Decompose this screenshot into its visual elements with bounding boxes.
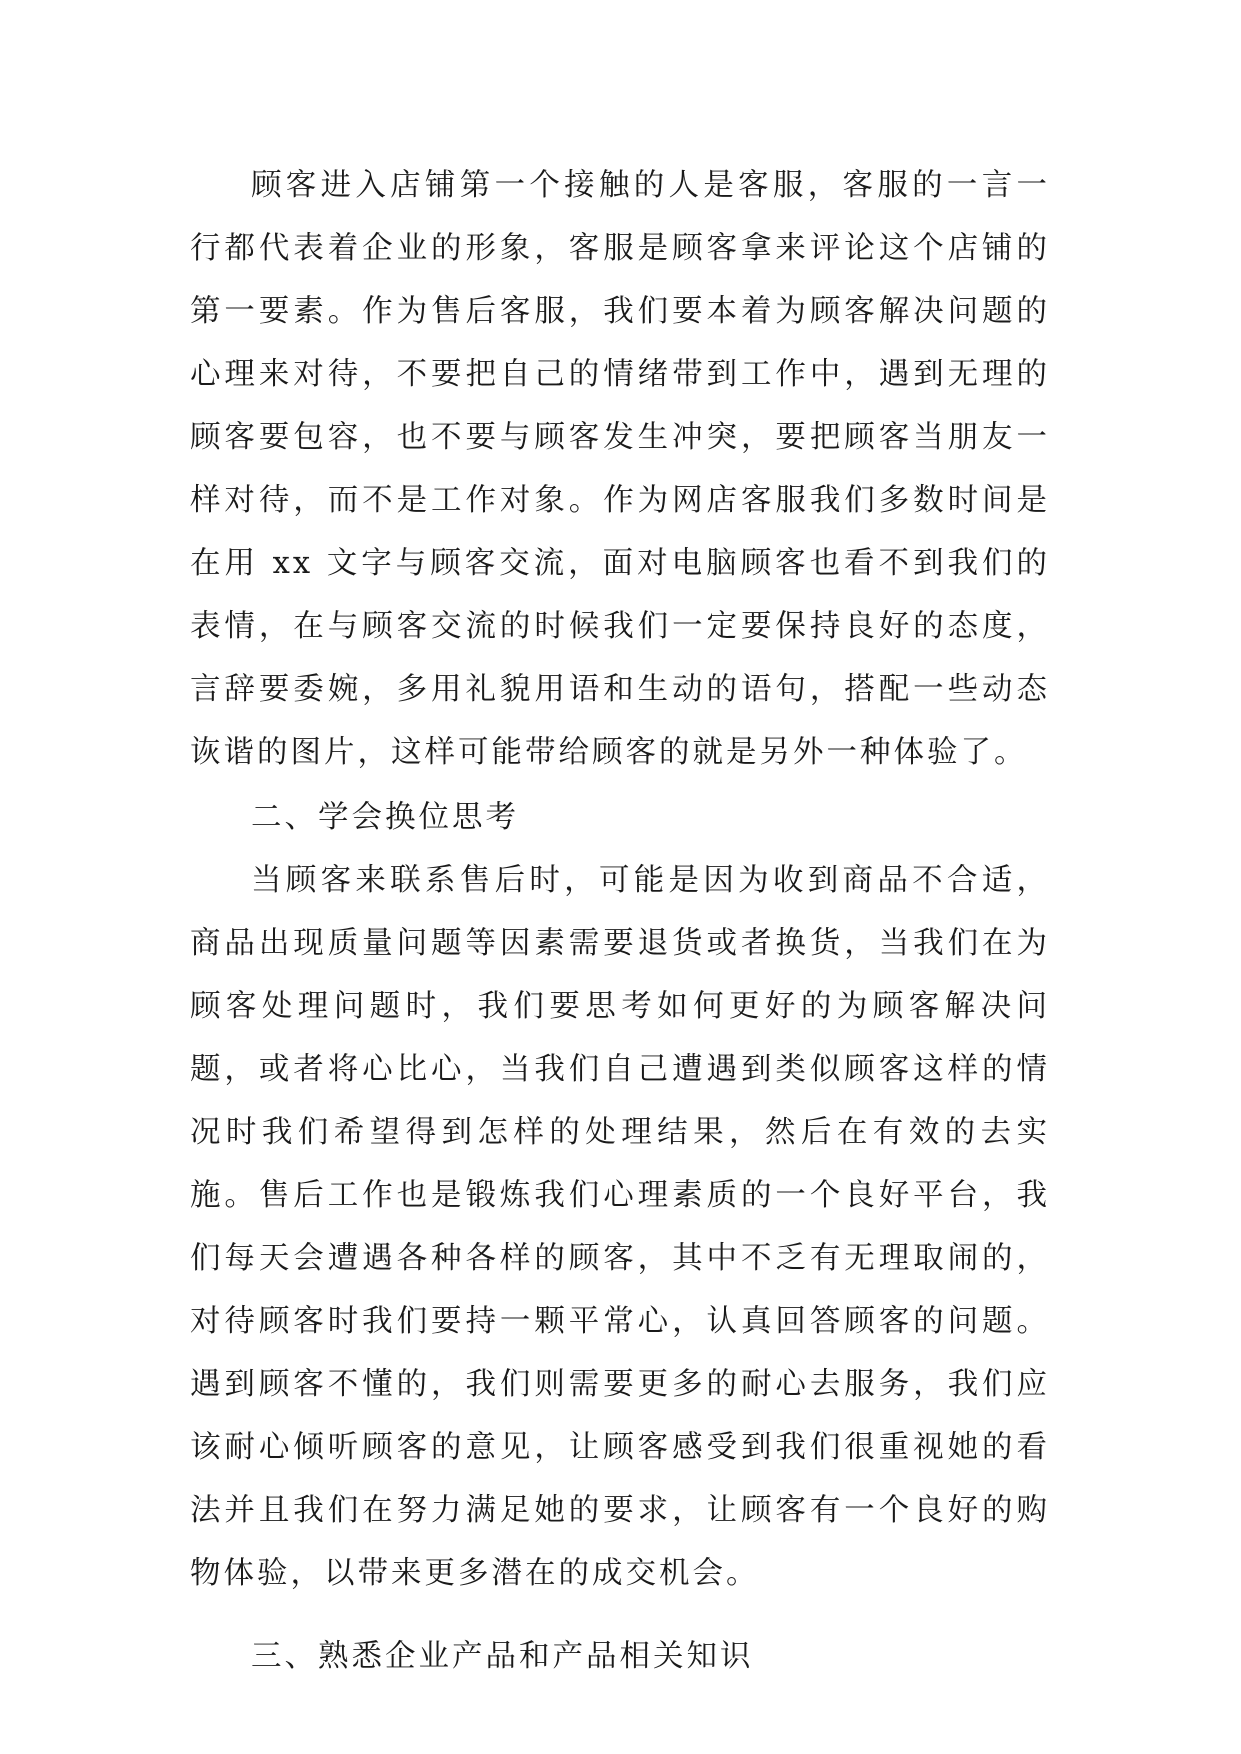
section-heading-empathy: 二、学会换位思考	[251, 800, 519, 835]
section-heading-product-knowledge: 三、熟悉企业产品和产品相关知识	[251, 1639, 754, 1674]
document-body	[190, 154, 1050, 1688]
paragraph-empathy: 当顾客来联系售后时，可能是因为收到商品不合适，商品出现质量问题等因素需要退货或者换货，当我们在为顾客处理问题时，我们要思考如何更好的为顾客解决问题，或者将心比心，当我们自己遭遇到类似顾客这样的情况时我们希望得到怎样的处理结果，然后在有效的去实施。售后工作也是锻炼我们心理素质的一个良好平台，我们每天会遭遇各种各样的顾客，其中不乏有无理取闹的，对待顾客时我们要持一颗平常心，认真回答顾客的问题。遇到顾客不懂的，我们则需要更多的耐心去服务，我们应该耐心倾听顾客的意见，让顾客感受到我们很重视她的看法并且我们在努力满足她的要求，让顾客有一个良好的购物体验，以带来更多潜在的成交机会。	[190, 863, 1050, 1591]
paragraph-customer-service: 顾客进入店铺第一个接触的人是客服，客服的一言一行都代表着企业的形象，客服是顾客拿来评论这个店铺的第一要素。作为售后客服，我们要本着为顾客解决问题的心理来对待，不要把自己的情绪带到工作中，遇到无理的顾客要包容，也不要与顾客发生冲突，要把顾客当朋友一样对待，而不是工作对象。作为网店客服我们多数时间是在用 xx 文字与顾客交流，面对电脑顾客也看不到我们的表情，在与顾客交流的时候我们一定要保持良好的态度，言辞要委婉，多用礼貌用语和生动的语句，搭配一些动态诙谐的图片，这样可能带给顾客的就是另外一种体验了。	[190, 168, 1050, 770]
